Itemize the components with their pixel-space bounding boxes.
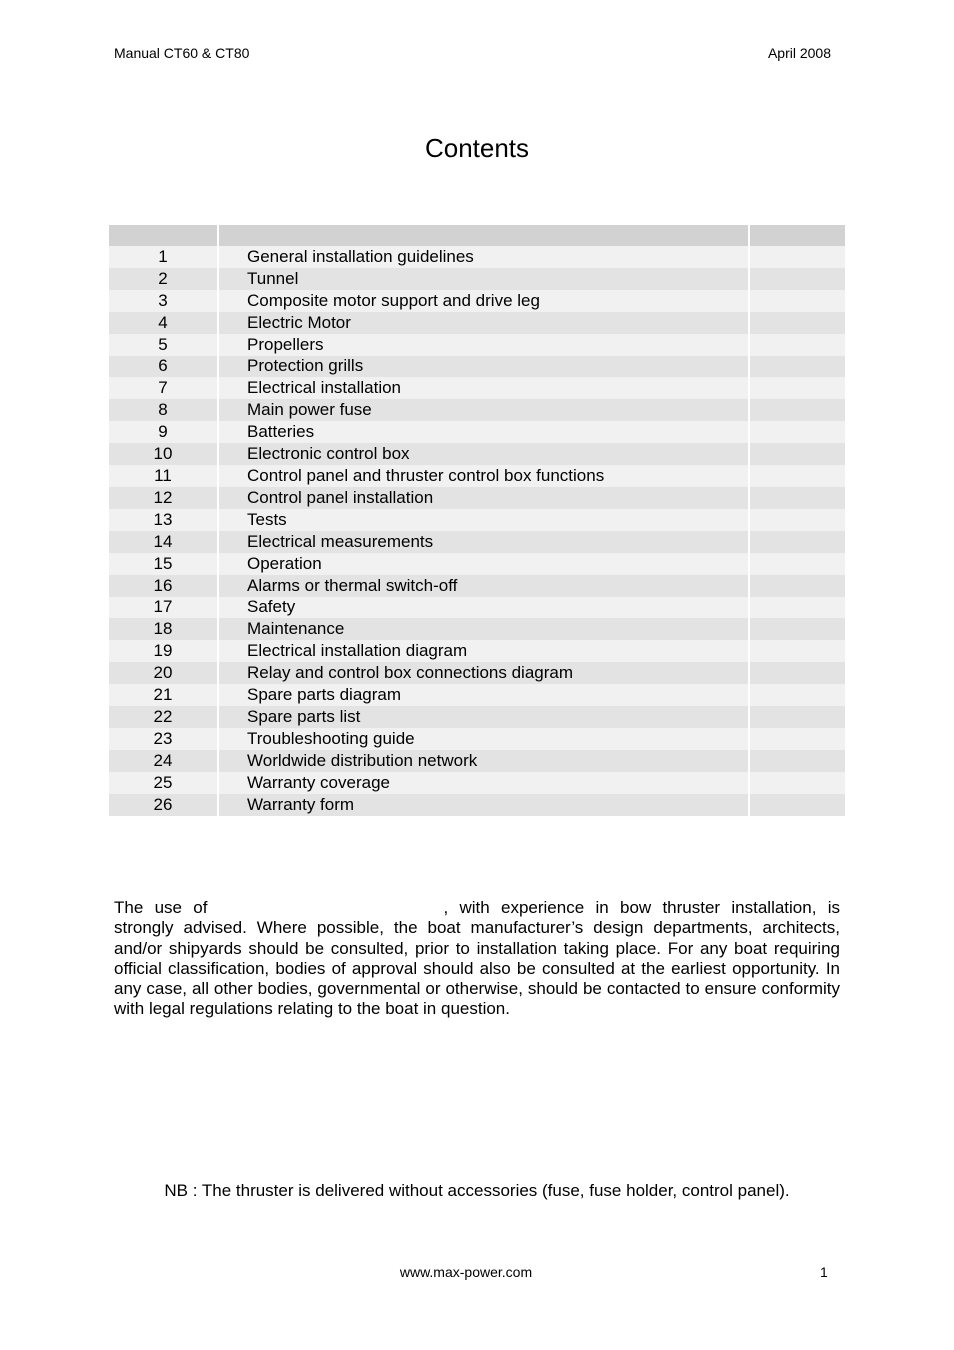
chapter-number: 14 [109,531,219,553]
chapter-title: Troubleshooting guide [219,728,750,750]
chapter-title: Operation [219,553,750,575]
table-row [109,399,845,421]
chapter-title: Main power fuse [219,399,750,421]
chapter-page [750,443,845,465]
chapter-title: General installation guidelines [219,246,750,268]
chapter-page [750,772,845,794]
chapter-number: 2 [109,268,219,290]
chapter-number: 6 [109,356,219,378]
chapter-number: 19 [109,640,219,662]
paragraph-rest: , with experience in bow thruster installation, is strongly advised. Where possible, the boat manufacturer’s design departments, architects, and/or shipyards should be consulted, prior to installation taking place. For any boat requiring official classification, bodies of approval should also be consulted at the earliest opportunity. In any case, all other bodies, governmental or otherwise, should be contacted to ensure conformity with legal regulations relating to the boat in question. [114,898,841,1019]
table-row [109,246,845,268]
chapter-number: 24 [109,750,219,772]
chapter-title: Spare parts list [219,706,750,728]
chapter-title: Alarms or thermal switch-off [219,575,750,597]
chapter-page [750,312,845,334]
chapter-number: 8 [109,399,219,421]
chapter-page [750,553,845,575]
chapter-title: Batteries [219,421,750,443]
chapter-title: Safety [219,597,750,619]
page-title: Contents [424,133,530,163]
table-row [109,312,845,334]
table-row [109,268,845,290]
chapter-title: Composite motor support and drive leg [219,290,750,312]
table-row [109,377,845,399]
chapter-title: Tests [219,509,750,531]
table-row [109,509,845,531]
chapter-number: 4 [109,312,219,334]
chapter-number: 16 [109,575,219,597]
chapter-title: Spare parts diagram [219,684,750,706]
table-row [109,421,845,443]
chapter-title: Maintenance [219,618,750,640]
chapter-page [750,706,845,728]
chapter-page [750,728,845,750]
chapter-page [750,377,845,399]
header-cell-page [750,225,845,246]
table-row [109,662,845,684]
chapter-number: 26 [109,794,219,816]
table-row [109,597,845,619]
chapter-number: 3 [109,290,219,312]
header-manual-title: Manual CT60 & CT80 [114,45,250,61]
installation-advice-paragraph [114,898,840,1020]
table-row [109,356,845,378]
chapter-title: Warranty form [219,794,750,816]
table-row [109,640,845,662]
chapter-number: 5 [109,334,219,356]
table-row [109,772,845,794]
table-row [109,750,845,772]
chapter-page [750,465,845,487]
chapter-number: 12 [109,487,219,509]
chapter-page [750,246,845,268]
chapter-page [750,640,845,662]
chapter-page [750,334,845,356]
table-row [109,684,845,706]
chapter-page [750,356,845,378]
chapter-number: 1 [109,246,219,268]
footer-url: www.max-power.com [399,1264,533,1280]
chapter-page [750,487,845,509]
table-row [109,465,845,487]
table-row [109,618,845,640]
table-row [109,728,845,750]
chapter-page [750,290,845,312]
page-number: 1 [820,1264,828,1280]
chapter-page [750,575,845,597]
chapter-number: 21 [109,684,219,706]
chapter-page [750,618,845,640]
chapter-number: 13 [109,509,219,531]
table-row [109,706,845,728]
chapter-number: 15 [109,553,219,575]
table-row [109,575,845,597]
chapter-title: Protection grills [219,356,750,378]
chapter-page [750,662,845,684]
chapter-title: Electrical installation [219,377,750,399]
chapter-title: Worldwide distribution network [219,750,750,772]
paragraph-lead: The use of [114,898,208,917]
chapter-title: Electric Motor [219,312,750,334]
table-row [109,794,845,816]
chapter-page [750,684,845,706]
chapter-page [750,268,845,290]
chapter-title: Relay and control box connections diagram [219,662,750,684]
chapter-number: 20 [109,662,219,684]
chapter-page [750,399,845,421]
chapter-title: Control panel and thruster control box functions [219,465,750,487]
table-row [109,553,845,575]
chapter-page [750,531,845,553]
chapter-number: 25 [109,772,219,794]
chapter-title: Tunnel [219,268,750,290]
contents-table [109,225,845,816]
table-row [109,487,845,509]
table-row [109,443,845,465]
table-row [109,290,845,312]
accessories-note: NB : The thruster is delivered without accessories (fuse, fuse holder, control panel). [164,1181,790,1200]
chapter-page [750,509,845,531]
chapter-number: 17 [109,597,219,619]
chapter-title: Electrical measurements [219,531,750,553]
chapter-number: 18 [109,618,219,640]
chapter-title: Control panel installation [219,487,750,509]
chapter-page [750,794,845,816]
chapter-title: Warranty coverage [219,772,750,794]
chapter-number: 7 [109,377,219,399]
chapter-number: 23 [109,728,219,750]
chapter-page [750,750,845,772]
chapter-number: 11 [109,465,219,487]
chapter-title: Electronic control box [219,443,750,465]
chapter-page [750,421,845,443]
table-row [109,531,845,553]
chapter-number: 22 [109,706,219,728]
chapter-title: Electrical installation diagram [219,640,750,662]
chapter-title: Propellers [219,334,750,356]
header-cell-number [109,225,219,246]
chapter-number: 10 [109,443,219,465]
chapter-number: 9 [109,421,219,443]
contents-table-header [109,225,845,246]
header-cell-title [219,225,750,246]
header-date: April 2008 [767,45,831,61]
table-row [109,334,845,356]
chapter-page [750,597,845,619]
